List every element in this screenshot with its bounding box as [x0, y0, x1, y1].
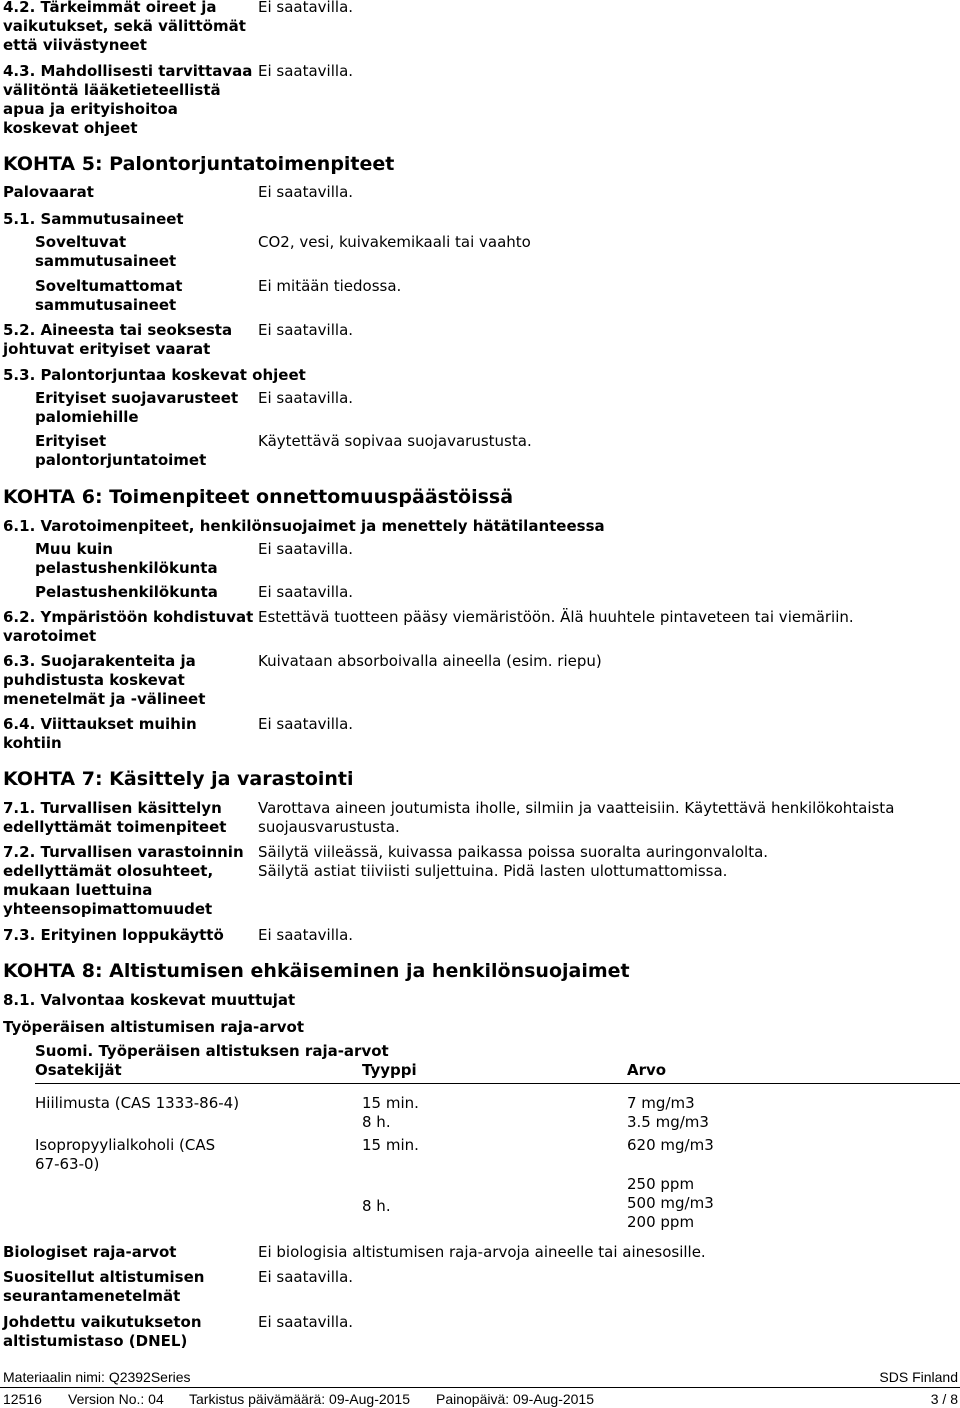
field-value-7-3: Ei saatavilla.	[258, 926, 354, 944]
field-label-4-2: 4.2. Tärkeimmät oireet ja vaikutukset, sekä välittömät että viivästyneet	[3, 0, 246, 54]
table-cell-component: Isopropyylialkoholi (CAS 67-63-0)	[35, 1136, 216, 1173]
field-label-7-2: 7.2. Turvallisen varastoinnin edellyttämät olosuhteet, mukaan luettuina yhteensopimattomuudet	[3, 843, 244, 918]
subsection-heading-8-1: 8.1. Valvontaa koskevat muuttujat	[3, 991, 296, 1009]
field-value-6-3: Kuivataan absorboivalla aineella (esim. riepu)	[258, 652, 602, 670]
table-caption: Suomi. Työperäisen altistuksen raja-arvot	[35, 1042, 389, 1060]
table-header-rule	[35, 1083, 960, 1084]
field-value-4-2: Ei saatavilla.	[258, 0, 354, 16]
section-heading: KOHTA 8: Altistumisen ehkäiseminen ja henkilönsuojaimet	[3, 960, 630, 982]
footer-revision-date: Tarkistus päivämäärä: 09-Aug-2015	[189, 1391, 411, 1407]
footer-print-date: Painopäivä: 09-Aug-2015	[436, 1391, 595, 1407]
field-value-6-4: Ei saatavilla.	[258, 715, 354, 733]
field-label-5-2: 5.2. Aineesta tai seoksesta johtuvat erityiset vaarat	[3, 321, 233, 358]
section-heading: KOHTA 6: Toimenpiteet onnettomuuspäästöissä	[3, 486, 514, 508]
field-value-dnel: Ei saatavilla.	[258, 1313, 354, 1331]
section-heading: KOHTA 7: Käsittely ja varastointi	[3, 768, 354, 790]
footer-page-number: 3 / 8	[930, 1391, 958, 1407]
table-cell-value: 620 mg/m3	[627, 1136, 714, 1154]
field-value-7-1: Varottava aineen joutumista iholle, silmiin ja vaatteisiin. Käytettävä henkilökohtaista suojausvarustusta.	[258, 799, 895, 836]
section-heading: KOHTA 5: Palontorjuntatoimenpiteet	[3, 153, 395, 175]
footer-document-id: 12516	[3, 1391, 42, 1407]
field-label-6-4: 6.4. Viittaukset muihin kohtiin	[3, 715, 197, 752]
table-cell-component: Hiilimusta (CAS 1333-86-4)	[35, 1094, 240, 1112]
field-value-7-2: Säilytä viileässä, kuivassa paikassa poissa suoralta auringonvalolta. Säilytä astiat tiiviisti suljettuina. Pidä lasten ulottumattomissa.	[258, 843, 769, 880]
table-cell-value: 250 ppm 500 mg/m3 200 ppm	[627, 1175, 714, 1231]
table-cell-type: 8 h.	[362, 1197, 391, 1215]
field-value-5-2: Ei saatavilla.	[258, 321, 354, 339]
table-cell-value: 7 mg/m3 3.5 mg/m3	[627, 1094, 709, 1131]
field-label-6-3: 6.3. Suojarakenteita ja puhdistusta koskevat menetelmät ja -välineet	[3, 652, 206, 708]
field-value-pelastushenkilokunta: Ei saatavilla.	[258, 583, 354, 601]
field-label-7-3: 7.3. Erityinen loppukäyttö	[3, 926, 224, 944]
field-value-suojavarusteet: Ei saatavilla.	[258, 389, 354, 407]
subsection-heading-5-3: 5.3. Palontorjuntaa koskevat ohjeet	[3, 366, 306, 384]
table-cell-type: 15 min.	[362, 1136, 419, 1154]
field-label-dnel: Johdettu vaikutukseton altistumistaso (DNEL)	[3, 1313, 202, 1350]
subsection-heading-5-1: 5.1. Sammutusaineet	[3, 210, 184, 228]
column-header-arvo: Arvo	[627, 1061, 667, 1079]
column-header-tyyppi: Tyyppi	[362, 1061, 417, 1079]
field-value-soveltuvat: CO2, vesi, kuivakemikaali tai vaahto	[258, 233, 531, 251]
field-value-6-2: Estettävä tuotteen pääsy viemäristöön. Älä huuhtele pintaveteen tai viemäriin.	[258, 608, 854, 626]
footer-version: Version No.: 04	[68, 1391, 164, 1407]
field-value-seuranta: Ei saatavilla.	[258, 1268, 354, 1286]
field-value-palontorjuntatoimet: Käytettävä sopivaa suojavarustusta.	[258, 432, 532, 450]
field-label-suojavarusteet: Erityiset suojavarusteet palomiehille	[35, 389, 239, 426]
field-label-7-1: 7.1. Turvallisen käsittelyn edellyttämät toimenpiteet	[3, 799, 227, 836]
column-header-osatekijat: Osatekijät	[35, 1061, 122, 1079]
field-label-pelastushenkilokunta: Pelastushenkilökunta	[35, 583, 218, 601]
field-label-biologiset: Biologiset raja-arvot	[3, 1243, 177, 1261]
field-value-soveltumattomat: Ei mitään tiedossa.	[258, 277, 402, 295]
field-label-soveltuvat: Soveltuvat sammutusaineet	[35, 233, 177, 270]
footer-rule	[0, 1387, 960, 1388]
field-label-palovaarat: Palovaarat	[3, 183, 94, 201]
field-label-6-2: 6.2. Ympäristöön kohdistuvat varotoimet	[3, 608, 254, 645]
field-value-biologiset: Ei biologisia altistumisen raja-arvoja aineelle tai ainesosille.	[258, 1243, 706, 1261]
footer-material-name: Materiaalin nimi: Q2392Series	[3, 1369, 191, 1385]
field-label-soveltumattomat: Soveltumattomat sammutusaineet	[35, 277, 183, 314]
field-label-4-3: 4.3. Mahdollisesti tarvittavaa välitöntä lääketieteellistä apua ja erityishoitoa koskevat ohjeet	[3, 62, 253, 137]
field-value-muu-kuin: Ei saatavilla.	[258, 540, 354, 558]
subsection-heading-6-1: 6.1. Varotoimenpiteet, henkilönsuojaimet ja menettely hätätilanteessa	[3, 517, 605, 535]
field-value-4-3: Ei saatavilla.	[258, 62, 354, 80]
field-label-muu-kuin: Muu kuin pelastushenkilökunta	[35, 540, 218, 577]
field-value-palovaarat: Ei saatavilla.	[258, 183, 354, 201]
footer-sds-label: SDS Finland	[879, 1369, 958, 1385]
table-cell-type: 15 min. 8 h.	[362, 1094, 419, 1131]
field-label-palontorjuntatoimet: Erityiset palontorjuntatoimet	[35, 432, 207, 469]
field-label-seuranta: Suositellut altistumisen seurantamenetelmät	[3, 1268, 205, 1305]
limits-heading: Työperäisen altistumisen raja-arvot	[3, 1018, 305, 1036]
